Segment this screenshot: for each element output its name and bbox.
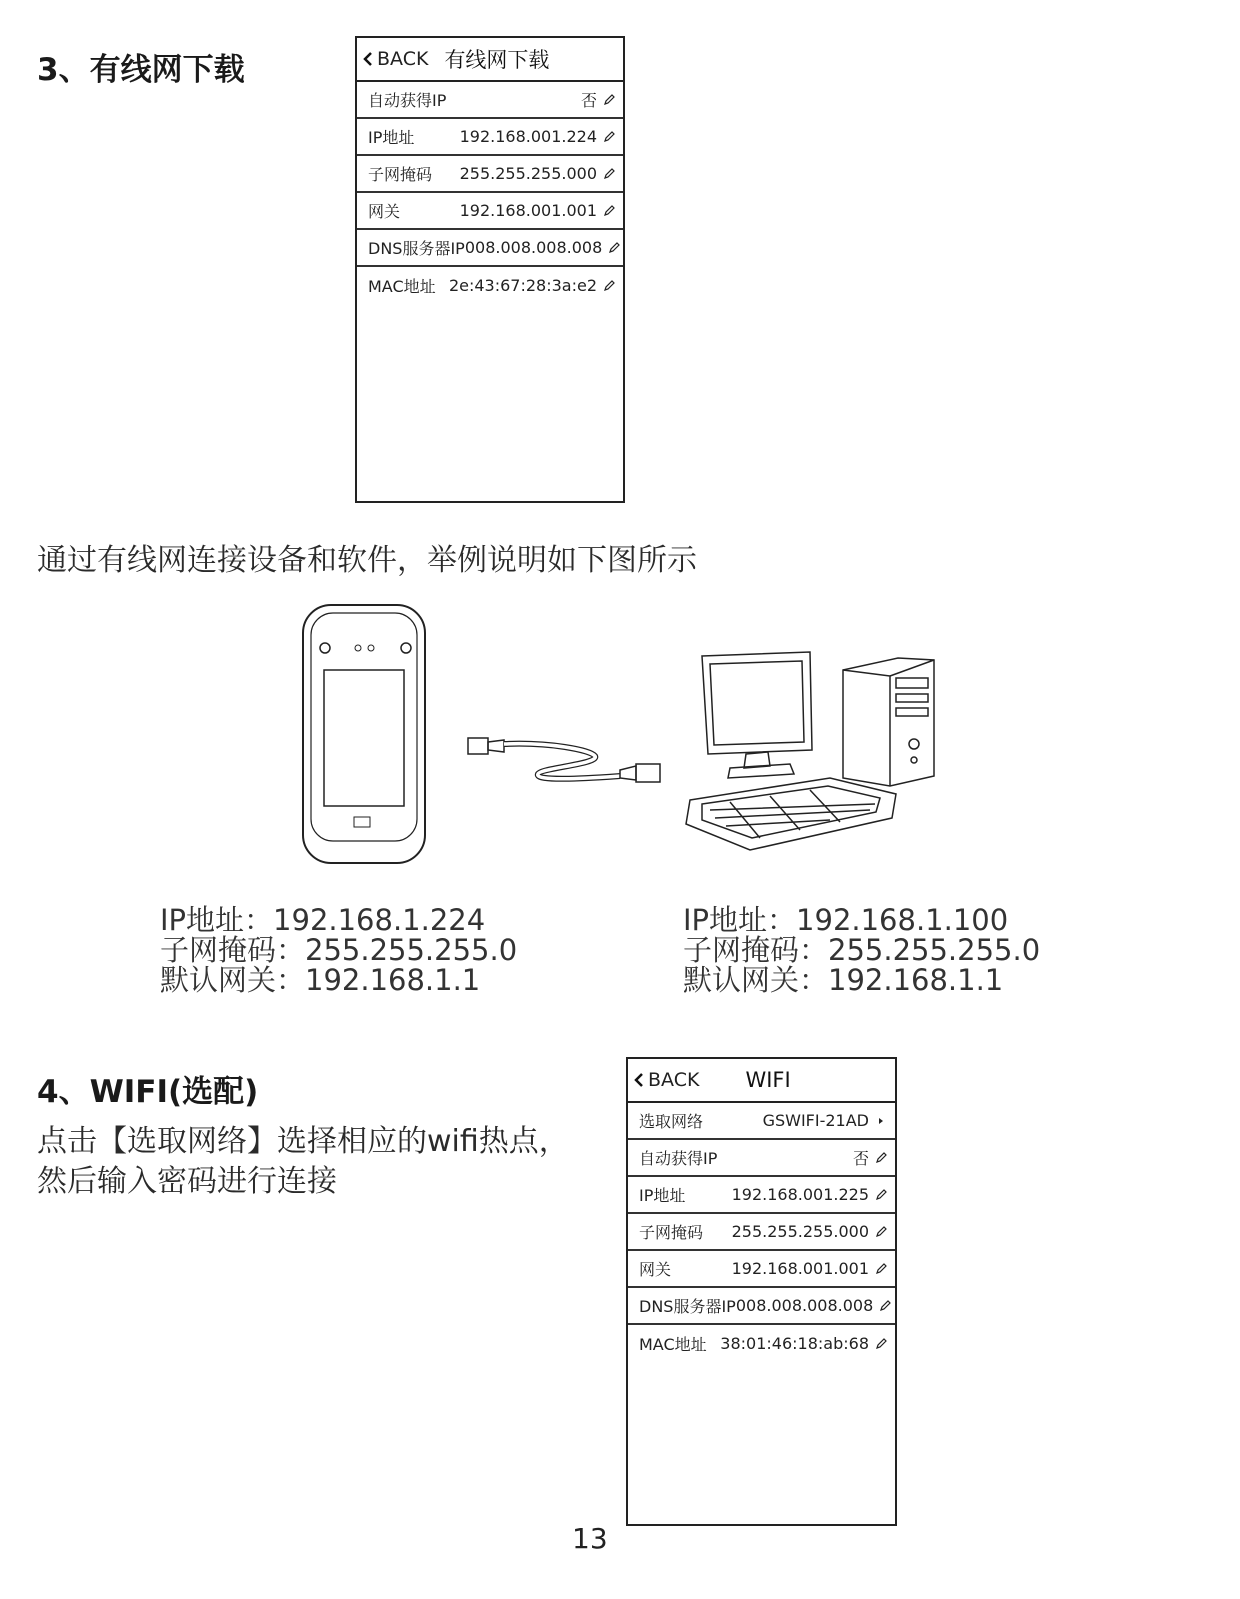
setting-row-ip-address[interactable] — [357, 119, 623, 156]
wifi-description — [37, 1122, 569, 1202]
back-button[interactable] — [634, 1069, 699, 1091]
setting-label: 网关 — [368, 202, 401, 221]
setting-label: 网关 — [639, 1260, 672, 1279]
setting-value: 192.168.001.224 — [459, 127, 597, 146]
back-label: BACK — [377, 48, 429, 70]
setting-label: 子网掩码 — [368, 165, 433, 184]
setting-label: MAC地址 — [368, 277, 436, 296]
setting-value: 否 — [580, 91, 597, 110]
chevron-right-icon[interactable] — [873, 1113, 889, 1129]
panel-header — [357, 38, 623, 82]
wifi-panel — [626, 1057, 897, 1526]
pencil-icon[interactable] — [873, 1224, 889, 1240]
setting-label: 选取网络 — [639, 1112, 704, 1131]
page-number: 13 — [572, 1522, 608, 1555]
setting-value: 008.008.008.008 — [735, 1296, 874, 1315]
pencil-icon[interactable] — [601, 166, 617, 182]
pc-ip: IP地址：192.168.1.100 — [683, 903, 1009, 937]
setting-row-mac-address[interactable] — [628, 1325, 895, 1362]
device-ip: IP地址：192.168.1.224 — [160, 903, 486, 937]
connection-illustration — [290, 598, 950, 873]
section-title-wired-download: 3、有线网下载 — [37, 52, 245, 88]
setting-value: 192.168.001.001 — [459, 201, 597, 220]
settings-list — [628, 1103, 895, 1362]
monitor-icon — [702, 652, 812, 778]
device-subnet-mask: 子网掩码：255.255.255.0 — [160, 933, 518, 967]
ethernet-cable-icon — [468, 738, 660, 782]
keyboard-icon — [686, 778, 896, 850]
setting-row-subnet-mask[interactable] — [628, 1214, 895, 1251]
setting-value: 255.255.255.000 — [459, 164, 597, 183]
device-network-info — [160, 905, 517, 995]
setting-label: 自动获得IP — [639, 1149, 718, 1168]
setting-row-auto-ip[interactable] — [628, 1140, 895, 1177]
setting-value: 2e:43:67:28:3a:e2 — [448, 276, 597, 295]
setting-value: 192.168.001.001 — [731, 1259, 869, 1278]
setting-value: 192.168.001.225 — [731, 1185, 869, 1204]
pc-tower-icon — [843, 658, 934, 786]
setting-row-dns[interactable] — [357, 230, 623, 267]
pencil-icon[interactable] — [877, 1298, 893, 1314]
pencil-icon[interactable] — [873, 1261, 889, 1277]
wifi-description-line1: 点击【选取网络】选择相应的wifi热点， — [37, 1124, 569, 1159]
pc-gateway: 默认网关：192.168.1.1 — [683, 963, 1004, 997]
device-gateway: 默认网关：192.168.1.1 — [160, 963, 481, 997]
pencil-icon[interactable] — [873, 1187, 889, 1203]
back-label: BACK — [648, 1069, 700, 1091]
setting-row-gateway[interactable] — [628, 1251, 895, 1288]
pencil-icon[interactable] — [601, 278, 617, 294]
setting-row-gateway[interactable] — [357, 193, 623, 230]
access-terminal-icon — [303, 605, 425, 863]
setting-label: IP地址 — [639, 1186, 686, 1205]
setting-row-dns[interactable] — [628, 1288, 895, 1325]
setting-row-auto-ip[interactable] — [357, 82, 623, 119]
setting-value: 38:01:46:18:ab:68 — [720, 1334, 869, 1353]
panel-title: WIFI — [745, 1068, 791, 1092]
setting-row-select-network[interactable] — [628, 1103, 895, 1140]
setting-value: 否 — [852, 1149, 869, 1168]
section-title-wifi: 4、WIFI(选配) — [37, 1074, 259, 1110]
panel-title: 有线网下载 — [444, 48, 550, 72]
back-button[interactable] — [363, 48, 428, 70]
setting-value: GSWIFI-21AD — [762, 1111, 869, 1130]
settings-list — [357, 82, 623, 304]
setting-label: MAC地址 — [639, 1335, 707, 1354]
setting-row-subnet-mask[interactable] — [357, 156, 623, 193]
setting-label: IP地址 — [368, 128, 415, 147]
pc-network-info — [683, 905, 1040, 995]
wifi-description-line2: 然后输入密码进行连接 — [37, 1164, 337, 1199]
setting-label: DNS服务器IP — [639, 1297, 736, 1316]
setting-value: 255.255.255.000 — [731, 1222, 869, 1241]
pc-subnet-mask: 子网掩码：255.255.255.0 — [683, 933, 1041, 967]
pencil-icon[interactable] — [873, 1336, 889, 1352]
panel-header — [628, 1059, 895, 1103]
pencil-icon[interactable] — [601, 129, 617, 145]
intro-text: 通过有线网连接设备和软件，举例说明如下图所示 — [37, 543, 697, 578]
setting-label: 子网掩码 — [639, 1223, 704, 1242]
setting-label: 自动获得IP — [368, 91, 447, 110]
wired-network-panel — [355, 36, 625, 503]
pencil-icon[interactable] — [601, 203, 617, 219]
setting-row-mac-address[interactable] — [357, 267, 623, 304]
pencil-icon[interactable] — [873, 1150, 889, 1166]
pencil-icon[interactable] — [601, 92, 617, 108]
chevron-left-icon — [363, 51, 373, 67]
setting-label: DNS服务器IP — [368, 239, 465, 258]
setting-value: 008.008.008.008 — [464, 238, 603, 257]
setting-row-ip-address[interactable] — [628, 1177, 895, 1214]
pencil-icon[interactable] — [606, 240, 622, 256]
chevron-left-icon — [634, 1072, 644, 1088]
